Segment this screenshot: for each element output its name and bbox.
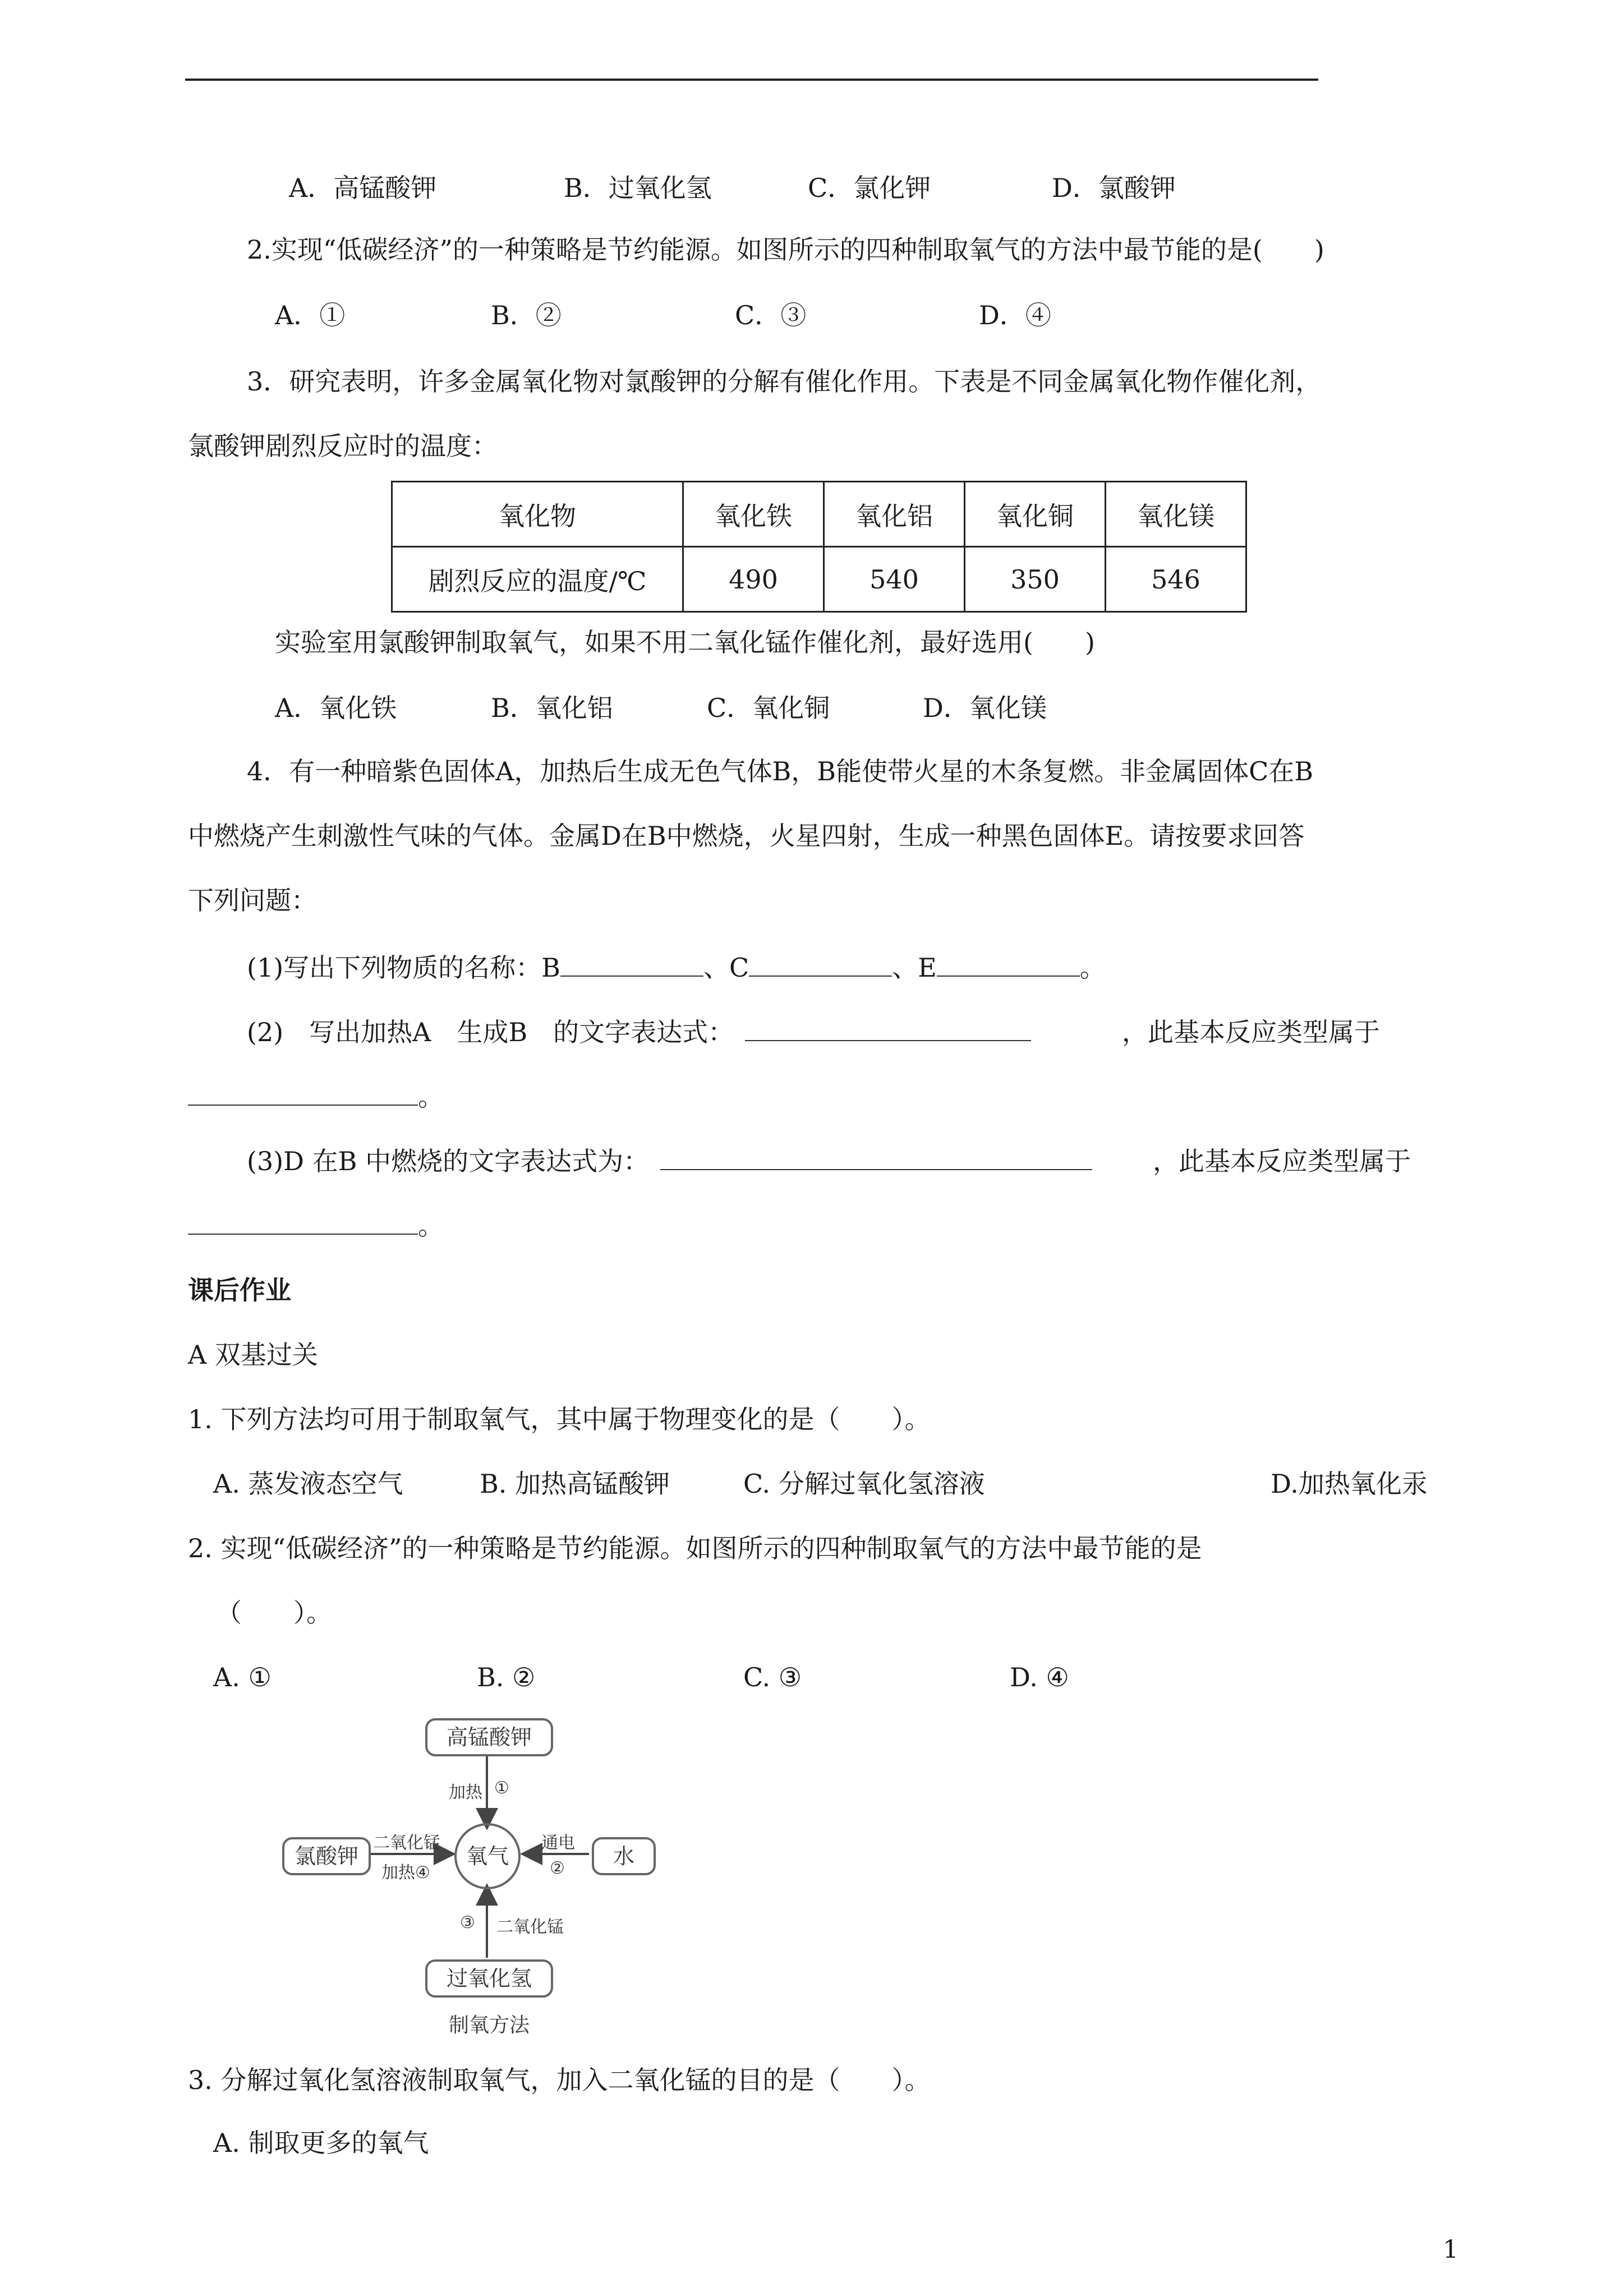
q4-sub2-after: ，此基本反应类型属于: [1122, 1017, 1380, 1047]
q4-sub1-prefix: (1)写出下列物质的名称：B: [247, 953, 560, 983]
answer-blank-e[interactable]: [937, 951, 1080, 977]
q3-line-2: 氯酸钾剧烈反应时的温度：: [188, 431, 498, 461]
hw-q1-option-a: A. 蒸发液态空气: [213, 1469, 403, 1499]
q4-line-1: 4．有一种暗紫色固体A，加热后生成无色气体B，B能使带火星的木条复燃。非金属固体C在B: [247, 756, 1314, 786]
prev-q1-option-d: D．氯酸钾: [1052, 173, 1176, 203]
q4-sub1: [247, 951, 1106, 984]
q3-option-c: C．氧化铜: [707, 693, 830, 723]
box-potassium-permanganate: 高锰酸钾: [425, 1718, 553, 1756]
table-cell: 氧化铁: [683, 482, 824, 547]
hw-q1-option-b: B. 加热高锰酸钾: [480, 1469, 670, 1499]
hw-q1-option-c: C. 分解过氧化氢溶液: [743, 1469, 985, 1499]
label-mno2-left: 二氧化锰: [373, 1833, 440, 1853]
q2-option-a: A．①: [275, 300, 346, 330]
q4-sub3-line-2: [188, 1209, 444, 1243]
q4-sub1-c: 、C: [703, 953, 749, 983]
page-number: 1: [1443, 2235, 1459, 2264]
hw-q3-option-a: A. 制取更多的氧气: [213, 2128, 429, 2158]
table-cell: 546: [1106, 547, 1246, 612]
answer-blank-sub2-type[interactable]: [188, 1080, 418, 1106]
q4-sub2-text: (2) 写出加热A 生成B 的文字表达式：: [247, 1017, 734, 1047]
box-hydrogen-peroxide: 过氧化氢: [425, 1959, 553, 1998]
answer-blank-b[interactable]: [560, 951, 703, 977]
hw-q2-line-1: 2. 实现“低碳经济”的一种策略是节约能源。如图所示的四种制取氧气的方法中最节能的是: [188, 1533, 1202, 1563]
hw-q3-text: 3. 分解过氧化氢溶液制取氧气，加入二氧化锰的目的是（ ）。: [188, 2065, 931, 2095]
hw-q2-option-b: B. ②: [477, 1662, 536, 1692]
table-cell: 氧化物: [392, 482, 683, 547]
hw-q1-text: 1. 下列方法均可用于制取氧气，其中属于物理变化的是（ ）。: [188, 1404, 931, 1434]
q4-sub2-end: 。: [418, 1082, 444, 1112]
table-cell: 氧化铜: [965, 482, 1106, 547]
q4-sub3-end: 。: [418, 1211, 444, 1241]
q2-option-c: C．③: [735, 300, 807, 330]
diagram-caption: 制氧方法: [449, 2014, 530, 2037]
q3-line-1: 3．研究表明，许多金属氧化物对氯酸钾的分解有催化作用。下表是不同金属氧化物作催化剂，: [247, 366, 1322, 397]
q3-option-b: B．氧化铝: [491, 693, 613, 723]
hw-q2-option-c: C. ③: [743, 1662, 802, 1692]
hw-q1-option-d: D.加热氧化汞: [1271, 1469, 1428, 1499]
prev-q1-option-b: B．过氧化氢: [564, 173, 712, 203]
prev-q1-option-c: C．氯化钾: [808, 173, 931, 203]
header-rule: [185, 79, 1318, 81]
label-method-2: ②: [550, 1858, 565, 1878]
label-method-3: ③: [460, 1913, 475, 1932]
q2-text: 2.实现“低碳经济”的一种策略是节约能源。如图所示的四种制取氧气的方法中最节能的是( ): [247, 234, 1324, 265]
circle-oxygen: 氧气: [454, 1823, 521, 1889]
answer-blank-c[interactable]: [749, 951, 892, 977]
q4-sub1-end: 。: [1079, 953, 1106, 983]
answer-blank-sub3-type[interactable]: [188, 1209, 418, 1235]
table-cell: 氧化铝: [824, 482, 965, 547]
table-cell: 氧化镁: [1106, 482, 1246, 547]
label-heating-4: 加热④: [381, 1863, 430, 1883]
answer-blank-sub2-expression[interactable]: [745, 1015, 1031, 1041]
table-cell: 490: [683, 547, 824, 612]
q4-line-3: 下列问题：: [188, 885, 317, 915]
q3-option-d: D．氧化镁: [923, 693, 1047, 723]
label-mno2-bottom: 二氧化锰: [496, 1917, 564, 1937]
q2-option-b: B．②: [491, 300, 562, 330]
oxygen-methods-diagram: [278, 1714, 665, 2045]
q4-sub2: [247, 1015, 1031, 1049]
table-cell: 剧烈反应的温度/℃: [392, 547, 683, 612]
hw-q2-option-a: A. ①: [213, 1662, 272, 1692]
q3-question: 实验室用氯酸钾制取氧气，如果不用二氧化锰作催化剂，最好选用( ): [275, 627, 1095, 657]
answer-blank-sub3-expression[interactable]: [660, 1144, 1092, 1170]
q4-sub3-text: (3)D 在B 中燃烧的文字表达式为：: [247, 1146, 650, 1176]
prev-q1-option-a: A．高锰酸钾: [289, 173, 437, 203]
table-header-row: [392, 482, 1246, 547]
q4-sub2-line-2: [188, 1080, 444, 1114]
box-water: 水: [592, 1837, 656, 1875]
table-row: [392, 547, 1246, 612]
section-a-heading: A 双基过关: [188, 1340, 318, 1370]
label-method-1: ①: [494, 1778, 509, 1798]
label-electrolysis: 通电: [541, 1833, 575, 1853]
homework-title: 课后作业: [188, 1275, 291, 1305]
box-potassium-chlorate: 氯酸钾: [282, 1837, 371, 1875]
table-cell: 540: [824, 547, 965, 612]
q4-sub3: [247, 1144, 1092, 1178]
hw-q2-line-2: （ ）。: [216, 1598, 332, 1628]
q4-line-2: 中燃烧产生刺激性气味的气体。金属D在B中燃烧，火星四射，生成一种黑色固体E。请按要求回答: [188, 821, 1305, 851]
q2-option-d: D．④: [979, 300, 1051, 330]
table-cell: 350: [965, 547, 1106, 612]
hw-q2-option-d: D. ④: [1010, 1662, 1069, 1692]
q3-option-a: A．氧化铁: [275, 693, 397, 723]
q4-sub3-after: ，此基本反应类型属于: [1153, 1146, 1411, 1176]
q4-sub1-e: 、E: [892, 953, 937, 983]
oxide-temperature-table: [391, 481, 1247, 613]
label-heating: 加热: [449, 1783, 482, 1802]
